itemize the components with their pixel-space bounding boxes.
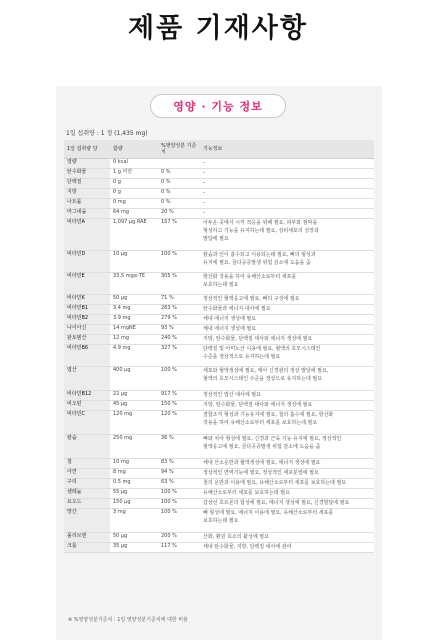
function-info-line: 보호하는데 필요 — [203, 282, 239, 288]
serving-size: 1일 섭취량 : 1 정 (1,435 mg) — [66, 130, 148, 137]
function-info-line: 산화, 환원 효소의 활성에 필요 — [203, 534, 269, 540]
table-row — [64, 273, 374, 295]
nutrient-function-info — [200, 367, 374, 391]
table-row — [64, 325, 374, 335]
nutrient-function-info — [200, 335, 374, 345]
nutrient-amount: 12 mg — [110, 335, 158, 345]
footnote: ※ %영양성분기준치 : 1일 영양성분기준치에 대한 비율 — [68, 617, 188, 623]
nutrient-function-info — [200, 459, 374, 469]
table-row — [64, 209, 374, 219]
nutrient-daily-value: 100 % — [158, 489, 200, 499]
nutrient-amount: 150 μg — [110, 499, 158, 509]
function-info-line: 정상적인 면역기능에 필요, 정상적인 세포분열에 필요 — [203, 470, 319, 476]
nutrient-amount: 0 g — [110, 179, 158, 189]
nutrient-name: 비타민A — [64, 219, 110, 251]
nutrient-daily-value: 305 % — [158, 273, 200, 295]
nutrient-name: 탄수화물 — [64, 169, 110, 179]
table-row — [64, 199, 374, 209]
nutrient-name: 셀레늄 — [64, 489, 110, 499]
nutrient-name: 철 — [64, 459, 110, 469]
nutrient-daily-value: 150 % — [158, 401, 200, 411]
nutrient-daily-value: 240 % — [158, 335, 200, 345]
function-info-line: 단백질 및 아미노산 이용에 필요, 혈액의 호모시스테인 — [203, 346, 321, 352]
nutrient-name: 비타민C — [64, 411, 110, 435]
nutrient-name: 망간 — [64, 509, 110, 533]
nutrient-function-info — [200, 219, 374, 251]
table-row — [64, 411, 374, 435]
nutrient-daily-value: 100 % — [158, 499, 200, 509]
nutrient-function-info — [200, 251, 374, 273]
table-row — [64, 189, 374, 199]
nutrient-function-info — [200, 469, 374, 479]
nutrient-function-info — [200, 533, 374, 543]
nutrient-function-info — [200, 169, 374, 179]
function-info-line: 결합조직 형성과 기능유지에 필요, 철의 흡수에 필요, 항산화 — [203, 412, 334, 418]
nutrient-name: 크롬 — [64, 543, 110, 553]
function-info-line: 작용을 하여 유해산소로부터 세포를 보호하는데 필요 — [203, 420, 318, 426]
nutrient-function-info — [200, 401, 374, 411]
function-info-line: 유지에 필요, 골다공증발생 위험 감소에 도움을 줌 — [203, 260, 311, 266]
table-header-row — [64, 140, 374, 159]
nutrient-function-info — [200, 199, 374, 209]
nutrient-function-info — [200, 159, 374, 169]
nutrient-amount: 64 mg — [110, 209, 158, 219]
function-info-line: 뼈 형성에 필요, 에너지 이용에 필요, 유해산소로부터 세포를 — [203, 510, 334, 516]
nutrient-amount: 0 kcal — [110, 159, 158, 169]
nutrient-name: 나이아신 — [64, 325, 110, 335]
nutrient-function-info — [200, 305, 374, 315]
nutrient-name: 칼슘 — [64, 435, 110, 459]
table-row — [64, 305, 374, 315]
function-info-line: 갑상선 호르몬의 합성에 필요, 에너지 생성에 필요, 신경발달에 필요 — [203, 500, 350, 506]
nutrient-function-info — [200, 325, 374, 335]
nutrient-function-info — [200, 273, 374, 295]
section-title-pill: 영양 · 기능 정보 — [150, 94, 286, 118]
nutrient-daily-value: 0 % — [158, 199, 200, 209]
nutrient-name: 지방 — [64, 189, 110, 199]
table-row — [64, 295, 374, 305]
nutrient-name: 비오틴 — [64, 401, 110, 411]
nutrient-name: 비타민B12 — [64, 391, 110, 401]
header-daily-value: %영양성분 기준치 — [158, 140, 200, 159]
nutrient-name: 비타민K — [64, 295, 110, 305]
table-row — [64, 169, 374, 179]
function-info-line: 유해산소로부터 세포를 보호하는데 필요 — [203, 490, 290, 496]
page-title: 제품 기재사항 — [128, 13, 308, 44]
nutrient-daily-value: 157 % — [158, 219, 200, 251]
nutrient-function-info — [200, 209, 374, 219]
table-row — [64, 391, 374, 401]
function-info-line: 체내 산소운반과 혈액생성에 필요, 에너지 생성에 필요 — [203, 460, 321, 466]
nutrient-function-info — [200, 543, 374, 553]
table-row — [64, 335, 374, 345]
function-info-line: 수준을 정상적으로 유지하는데 필요 — [203, 354, 281, 360]
nutrient-name: 비타민B6 — [64, 345, 110, 367]
nutrient-name: 아연 — [64, 469, 110, 479]
nutrient-name: 열량 — [64, 159, 110, 169]
nutrient-amount: 400 μg — [110, 367, 158, 391]
nutrient-daily-value: 120 % — [158, 411, 200, 435]
nutrient-function-info — [200, 499, 374, 509]
nutrient-function-info — [200, 189, 374, 199]
function-info-line: – — [203, 160, 206, 166]
nutrient-name: 비타민B1 — [64, 305, 110, 315]
nutrient-daily-value: 283 % — [158, 305, 200, 315]
function-info-line: – — [203, 170, 206, 176]
nutrient-function-info — [200, 345, 374, 367]
nutrient-amount: 0 mg — [110, 199, 158, 209]
nutrient-amount: 55 μg — [110, 489, 158, 499]
nutrient-daily-value: 63 % — [158, 479, 200, 489]
table-row — [64, 479, 374, 489]
function-info-line: 탄수화물과 에너지 대사에 필요 — [203, 306, 271, 312]
function-info-line: 체내 에너지 생성에 필요 — [203, 316, 257, 322]
nutrient-function-info — [200, 391, 374, 401]
function-info-line: 세포와 혈액생성에 필요, 태아 신경관의 정상 발달에 필요, — [203, 368, 329, 374]
nutrient-amount: 120 mg — [110, 411, 158, 435]
nutrient-function-info — [200, 435, 374, 459]
nutrient-function-info — [200, 509, 374, 533]
nutrient-amount: 50 μg — [110, 295, 158, 305]
function-info-line: 지방, 탄수화물, 단백질 대사와 에너지 생성에 필요 — [203, 336, 313, 342]
function-info-line: 체내 탄수화물, 지방, 단백질 대사에 관여 — [203, 544, 292, 550]
nutrient-name: 비타민E — [64, 273, 110, 295]
nutrient-daily-value: 93 % — [158, 325, 200, 335]
nutrient-amount: 8 mg — [110, 469, 158, 479]
nutrient-daily-value: 0 % — [158, 169, 200, 179]
function-info-line: 체내 에너지 생성에 필요 — [203, 326, 257, 332]
nutrient-function-info — [200, 295, 374, 305]
nutrient-function-info — [200, 179, 374, 189]
function-info-line: – — [203, 180, 206, 186]
nutrient-daily-value: 20 % — [158, 209, 200, 219]
table-row — [64, 159, 374, 169]
nutrient-amount: 3 mg — [110, 509, 158, 533]
nutrient-amount: 0.5 mg — [110, 479, 158, 489]
nutrient-daily-value: 279 % — [158, 315, 200, 325]
nutrient-amount: 35 μg — [110, 543, 158, 553]
function-info-line: 혈액의 호모시스테인 수준을 정상으로 유지하는데 필요 — [203, 376, 323, 382]
function-info-line: 칼슘과 인이 흡수되고 이용되는데 필요, 뼈의 형성과 — [203, 252, 316, 258]
nutrient-daily-value: 100 % — [158, 251, 200, 273]
table-row — [64, 345, 374, 367]
table-row — [64, 533, 374, 543]
table-row — [64, 543, 374, 553]
function-info-line: 보호하는데 필요 — [203, 518, 239, 524]
function-info-line: 정상적인 혈액응고에 필요, 뼈의 구성에 필요 — [203, 296, 300, 302]
nutrient-name: 나트륨 — [64, 199, 110, 209]
nutrient-function-info — [200, 479, 374, 489]
function-info-line: – — [203, 200, 206, 206]
nutrient-amount: 3.9 mg — [110, 315, 158, 325]
header-amount: 함량 — [110, 140, 158, 159]
nutrient-name: 단백질 — [64, 179, 110, 189]
function-info-line: 발달에 필요 — [203, 236, 229, 242]
header-function-info: 기능정보 — [200, 140, 374, 159]
header-per-serving: 1일 섭취량 당 — [64, 140, 110, 159]
table-row — [64, 435, 374, 459]
nutrient-function-info — [200, 411, 374, 435]
nutrition-table — [64, 140, 374, 553]
function-info-line: 항산화 작용을 하여 유해산소로부터 세포를 — [203, 274, 297, 280]
nutrient-amount: 3.4 mg — [110, 305, 158, 315]
table-row — [64, 251, 374, 273]
function-info-line: – — [203, 210, 206, 216]
nutrient-daily-value: 117 % — [158, 543, 200, 553]
function-info-line: 형성하고 기능을 유지하는데 필요, 상피세포의 성장과 — [203, 228, 319, 234]
function-info-line: 지방, 탄수화물, 단백질 대사와 에너지 생성에 필요 — [203, 402, 313, 408]
nutrient-name: 비타민D — [64, 251, 110, 273]
table-row — [64, 219, 374, 251]
nutrient-amount: 250 mg — [110, 435, 158, 459]
nutrient-amount: 45 μg — [110, 401, 158, 411]
nutrient-daily-value: 200 % — [158, 533, 200, 543]
nutrient-daily-value: 327 % — [158, 345, 200, 367]
table-row — [64, 315, 374, 325]
nutrient-amount: 1 g 미만 — [110, 169, 158, 179]
nutrient-daily-value: 100 % — [158, 367, 200, 391]
nutrient-function-info — [200, 315, 374, 325]
nutrient-amount: 14 mgNE — [110, 325, 158, 335]
table-row — [64, 469, 374, 479]
nutrient-amount: 33.5 mgα-TE — [110, 273, 158, 295]
table-row — [64, 489, 374, 499]
nutrient-amount: 10 mg — [110, 459, 158, 469]
table-row — [64, 499, 374, 509]
nutrient-daily-value: 0 % — [158, 179, 200, 189]
nutrient-name: 판토텐산 — [64, 335, 110, 345]
function-info-line: 철의 운반과 이용에 필요, 유해산소로부터 세포를 보호하는데 필요 — [203, 480, 347, 486]
nutrient-name: 구리 — [64, 479, 110, 489]
nutrient-amount: 22 μg — [110, 391, 158, 401]
nutrient-daily-value: 94 % — [158, 469, 200, 479]
nutrient-name: 요오드 — [64, 499, 110, 509]
nutrient-daily-value: 36 % — [158, 435, 200, 459]
nutrient-amount: 4.9 mg — [110, 345, 158, 367]
function-info-line: 뼈와 치아 형성에 필요, 신경과 근육 기능 유지에 필요, 정상적인 — [203, 436, 342, 442]
nutrient-name: 엽산 — [64, 367, 110, 391]
function-info-line: – — [203, 190, 206, 196]
nutrient-daily-value: 917 % — [158, 391, 200, 401]
nutrient-amount: 50 μg — [110, 533, 158, 543]
table-row — [64, 401, 374, 411]
table-row — [64, 179, 374, 189]
nutrient-amount: 10 μg — [110, 251, 158, 273]
nutrient-name: 마그네슘 — [64, 209, 110, 219]
nutrient-amount: 1,097 μg RAE — [110, 219, 158, 251]
nutrient-amount: 0 g — [110, 189, 158, 199]
nutrient-function-info — [200, 489, 374, 499]
function-info-line: 어두운 곳에서 시각 적응을 위해 필요, 피부와 점막을 — [203, 220, 318, 226]
nutrient-daily-value: 71 % — [158, 295, 200, 305]
table-row — [64, 367, 374, 391]
nutrient-name: 비타민B2 — [64, 315, 110, 325]
table-row — [64, 459, 374, 469]
table-row — [64, 509, 374, 533]
function-info-line: 정상적인 엽산 대사에 필요 — [203, 392, 261, 398]
nutrient-daily-value: 83 % — [158, 459, 200, 469]
function-info-line: 혈액응고에 필요, 골다공증발생 위험 감소에 도움을 줌 — [203, 444, 321, 450]
nutrient-name: 몰리브덴 — [64, 533, 110, 543]
nutrient-daily-value — [158, 159, 200, 169]
nutrient-daily-value: 100 % — [158, 509, 200, 533]
nutrient-daily-value: 0 % — [158, 189, 200, 199]
